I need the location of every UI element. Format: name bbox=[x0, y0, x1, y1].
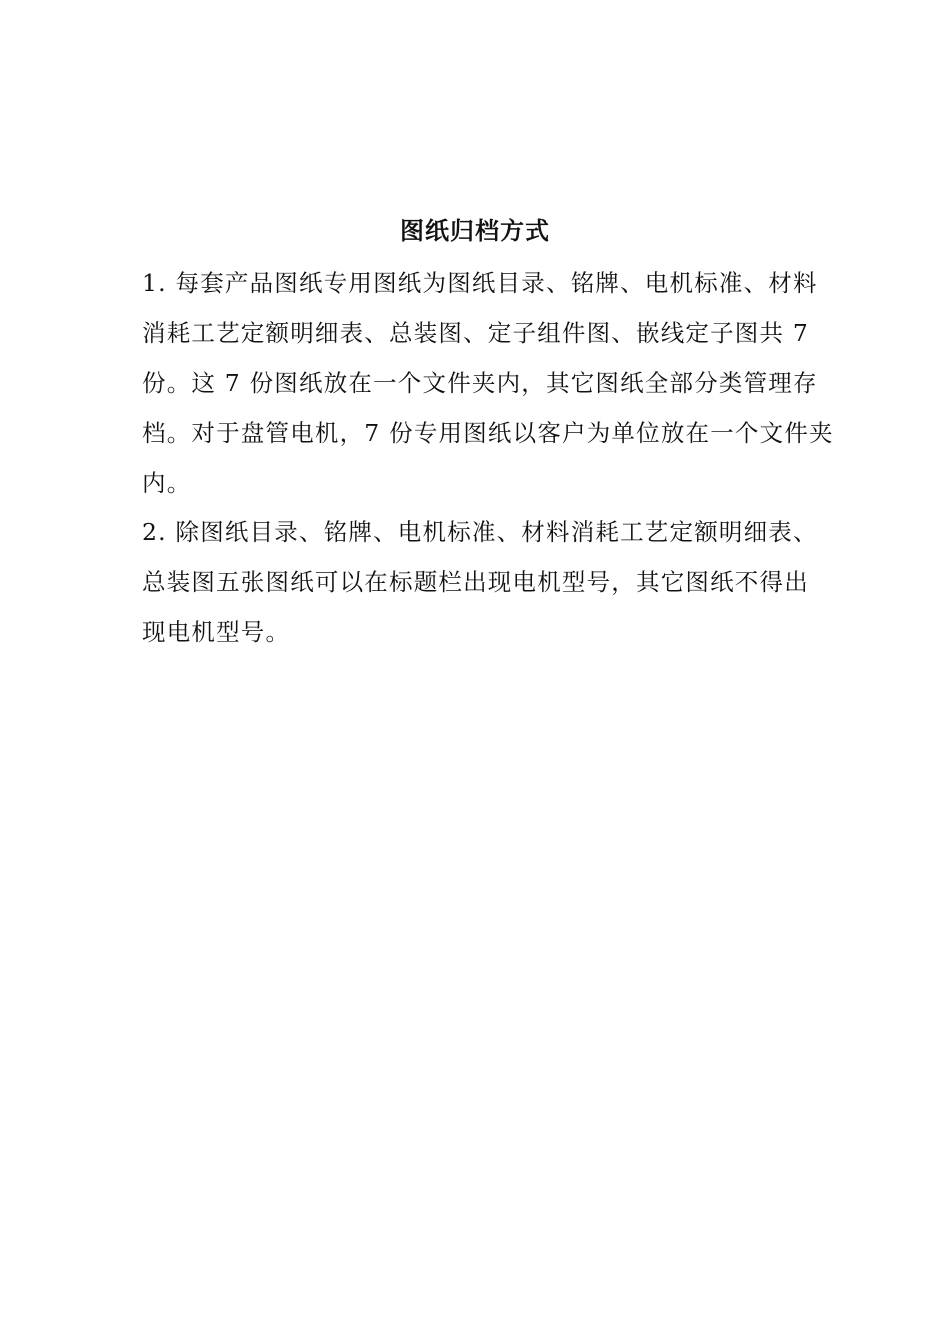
paragraph-1-line-2: 消耗工艺定额明细表、总装图、定子组件图、嵌线定子图共 7 bbox=[142, 319, 810, 347]
paragraph-2-line-2: 总装图五张图纸可以在标题栏出现电机型号，其它图纸不得出 bbox=[142, 568, 809, 596]
paragraph-1-line-1: 1. 每套产品图纸专用图纸为图纸目录、铭牌、电机标准、材料 bbox=[142, 269, 818, 297]
paragraph-1-line-5: 内。 bbox=[142, 469, 192, 497]
paragraph-2-line-3: 现电机型号。 bbox=[142, 618, 291, 646]
paragraph-2 bbox=[142, 507, 852, 657]
paragraph-1 bbox=[142, 258, 852, 508]
paragraph-1-line-4: 档。对于盘管电机，7 份专用图纸以客户为单位放在一个文件夹 bbox=[142, 419, 834, 447]
document-title: 图纸归档方式 bbox=[400, 216, 550, 245]
paragraph-2-line-1: 2. 除图纸目录、铭牌、电机标准、材料消耗工艺定额明细表、 bbox=[142, 518, 818, 546]
paragraph-1-line-3: 份。这 7 份图纸放在一个文件夹内，其它图纸全部分类管理存 bbox=[142, 369, 818, 397]
